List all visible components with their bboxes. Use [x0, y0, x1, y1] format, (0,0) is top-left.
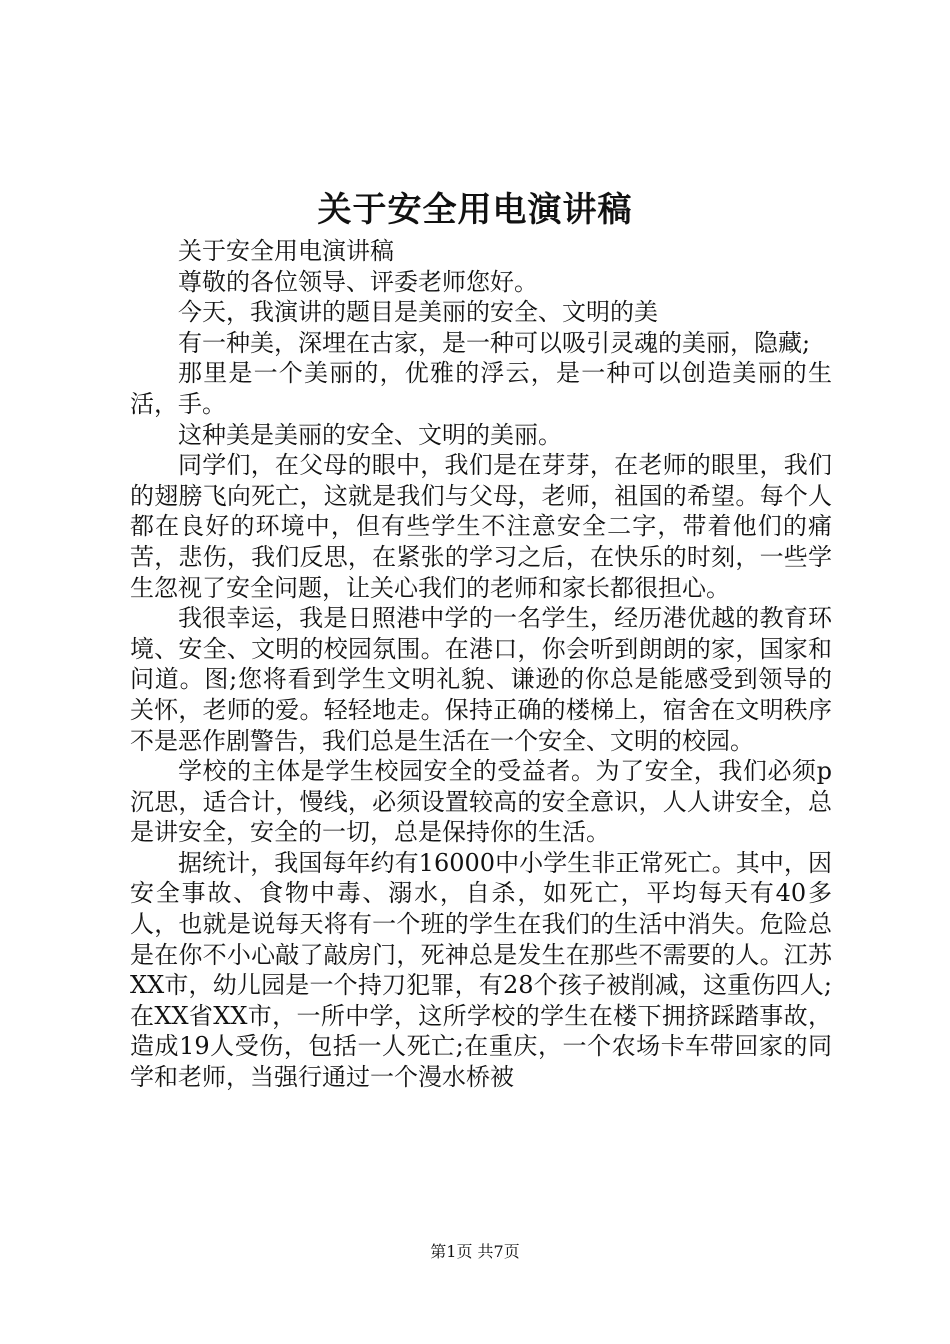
document-body: [130, 236, 832, 1093]
paragraph: 学校的主体是学生校园安全的受益者。为了安全，我们必须p沉思，适合计，慢线，必须设置较高的安全意识，人人讲安全，总是讲安全，安全的一切，总是保持你的生活。: [130, 757, 832, 847]
paragraph: 我很幸运，我是日照港中学的一名学生，经历港优越的教育环境、安全、文明的校园氛围。在港口，你会听到朗朗的家，国家和问道。图;您将看到学生文明礼貌、谦逊的你总是能感受到领导的关怀，老师的爱。轻轻地走。保持正确的楼梯上，宿舍在文明秩序不是恶作剧警告，我们总是生活在一个安全、文明的校园。: [130, 604, 832, 755]
paragraph: 据统计，我国每年约有16000中小学生非正常死亡。其中，因安全事故、食物中毒、溺水，自杀，如死亡，平均每天有40多人，也就是说每天将有一个班的学生在我们的生活中消失。危险总是在你不小心敲了敲房门，死神总是发生在那些不需要的人。江苏XX市，幼儿园是一个持刀犯罪，有28个孩子被削减，这重伤四人;在XX省XX市，一所中学，这所学校的学生在楼下拥挤踩踏事故，造成19人受伤，包括一人死亡;在重庆，一个农场卡车带回家的同学和老师，当强行通过一个漫水桥被: [130, 848, 832, 1092]
paragraph: 尊敬的各位领导、评委老师您好。: [178, 267, 538, 296]
paragraph: 今天，我演讲的题目是美丽的安全、文明的美: [178, 298, 658, 327]
paragraph: 关于安全用电演讲稿: [178, 237, 394, 265]
paragraph: 有一种美，深埋在古家，是一种可以吸引灵魂的美丽，隐藏;: [178, 328, 811, 357]
paragraph: 这种美是美丽的安全、文明的美丽。: [178, 420, 562, 449]
paragraph: 同学们，在父母的眼中，我们是在芽芽，在老师的眼里，我们的翅膀飞向死亡，这就是我们与父母，老师，祖国的希望。每个人都在良好的环境中，但有些学生不注意安全二字，带着他们的痛苦，悲伤，我们反思，在紧张的学习之后，在快乐的时刻，一些学生忽视了安全问题，让关心我们的老师和家长都很担心。: [130, 451, 832, 602]
document-title: 关于安全用电演讲稿: [317, 190, 633, 230]
paragraph: 那里是一个美丽的，优雅的浮云，是一种可以创造美丽的生活，手。: [130, 359, 832, 418]
page-number: 第1页 共7页: [430, 1242, 520, 1261]
